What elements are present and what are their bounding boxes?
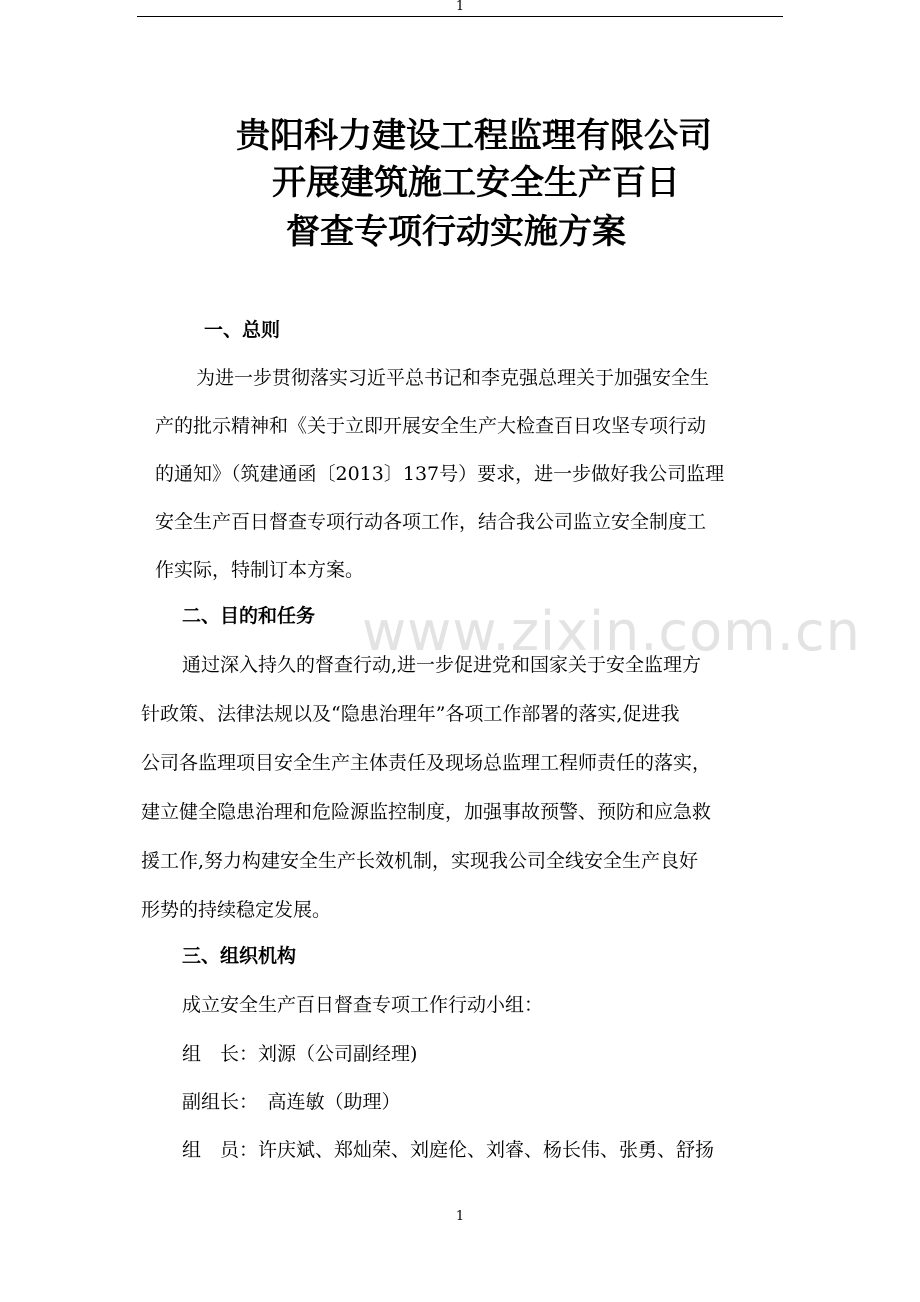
paragraph-line: 的通知》（筑建通函〔2013〕137号）要求，进一步做好我公司监理 [155,463,725,485]
title-line-1: 贵阳科力建设工程监理有限公司 [236,116,712,156]
title-line-3: 督查专项行动实施方案 [286,212,626,252]
paragraph-line: 作实际，特制订本方案。 [155,559,365,581]
paragraph-line: 通过深入持久的督查行动,进一步促进党和国家关于安全监理方 [182,654,702,676]
group-members: 组 员：许庆斌、郑灿荣、刘庭伦、刘睿、杨长伟、张勇、舒扬 [182,1139,715,1161]
paragraph-line: 为进一步贯彻落实习近平总书记和李克强总理关于加强安全生 [196,367,710,389]
header-rule [137,16,783,17]
section-heading-general: 一、总则 [204,319,281,341]
paragraph-line: 形势的持续稳定发展。 [141,899,332,921]
paragraph-line: 建立健全隐患治理和危险源监控制度，加强事故预警、预防和应急救 [141,801,712,823]
paragraph-line: 产的批示精神和《关于立即开展安全生产大检查百日攻坚专项行动 [155,415,707,437]
watermark: www.zixin.com.cn [362,600,861,663]
group-leader: 组 长：刘源（公司副经理) [182,1043,418,1065]
organization-intro: 成立安全生产百日督查专项工作行动小组： [182,994,544,1016]
paragraph-line: 针政策、法律法规以及“隐患治理年”各项工作部署的落实,促进我 [141,703,680,725]
header-page-number: 1 [455,0,465,14]
paragraph-line: 安全生产百日督查专项行动各项工作，结合我公司监立安全制度工 [155,511,707,533]
paragraph-line: 援工作,努力构建安全生产长效机制，实现我公司全线安全生产良好 [141,850,699,872]
title-line-2: 开展建筑施工安全生产百日 [272,163,680,203]
section-heading-organization: 三、组织机构 [182,945,297,967]
paragraph-line: 公司各监理项目安全生产主体责任及现场总监理工程师责任的落实， [141,752,712,774]
section-heading-purpose: 二、目的和任务 [182,605,316,627]
footer-page-number: 1 [455,1209,465,1224]
group-deputy-leader: 副组长： 高连敏（助理） [182,1091,401,1113]
